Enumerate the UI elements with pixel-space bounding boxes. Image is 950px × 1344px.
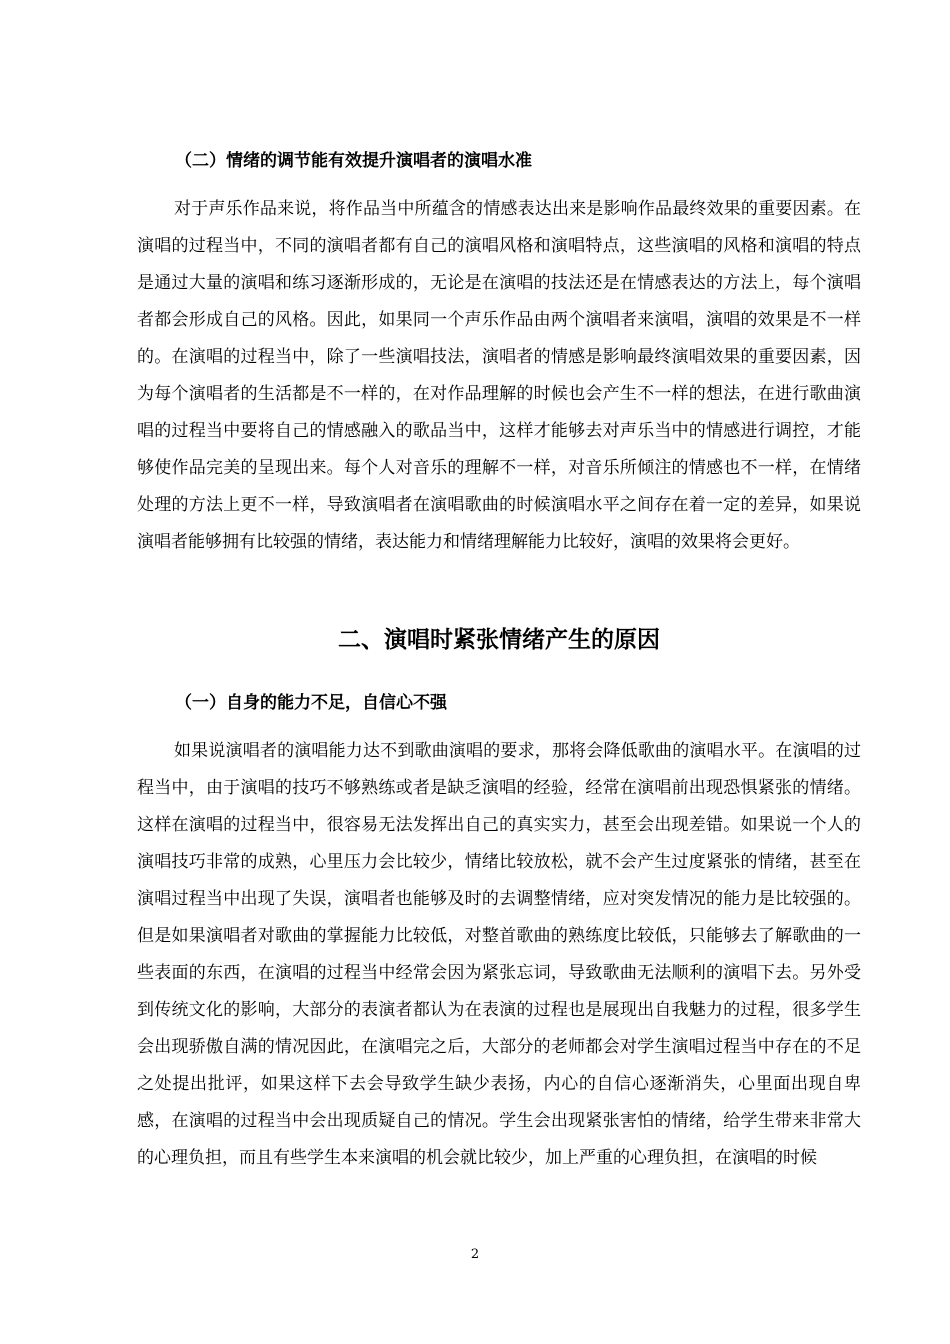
page-number: 2 <box>470 1247 480 1262</box>
paragraph-emotion-regulation: 对于声乐作品来说，将作品当中所蕴含的情感表达出来是影响作品最终效果的重要因素。在演唱的过程当中，不同的演唱者都有自己的演唱风格和演唱特点，这些演唱的风格和演唱的特点是通过大量的演唱和练习逐渐形成的，无论是在演唱的技法还是在情感表达的方法上，每个演唱者都会形成自己的风格。因此，如果同一个声乐作品由两个演唱者来演唱，演唱的效果是不一样的。在演唱的过程当中，除了一些演唱技法，演唱者的情感是影响最终演唱效果的重要因素，因为每个演唱者的生活都是不一样的，在对作品理解的时候也会产生不一样的想法，在进行歌曲演唱的过程当中要将自己的情感融入的歌品当中，这样才能够去对声乐当中的情感进行调控，才能够使作品完美的呈现出来。每个人对音乐的理解不一样，对音乐所倾注的情感也不一样，在情绪处理的方法上更不一样，导致演唱者在演唱歌曲的时候演唱水平之间存在着一定的差异，如果说演唱者能够拥有比较强的情绪，表达能力和情绪理解能力比较好，演唱的效果将会更好。 <box>137 199 861 552</box>
subheading-lack-of-ability: （一）自身的能力不足，自信心不强 <box>175 693 447 713</box>
subheading-emotion-regulation: （二）情绪的调节能有效提升演唱者的演唱水准 <box>175 151 532 171</box>
section-heading-tension-causes: 二、演唱时紧张情绪产生的原因 <box>338 627 660 653</box>
paragraph-lack-of-ability: 如果说演唱者的演唱能力达不到歌曲演唱的要求，那将会降低歌曲的演唱水平。在演唱的过程当中，由于演唱的技巧不够熟练或者是缺乏演唱的经验，经常在演唱前出现恐惧紧张的情绪。这样在演唱的过程当中，很容易无法发挥出自己的真实实力，甚至会出现差错。如果说一个人的演唱技巧非常的成熟，心里压力会比较少，情绪比较放松，就不会产生过度紧张的情绪，甚至在演唱过程当中出现了失误，演唱者也能够及时的去调整情绪，应对突发情况的能力是比较强的。但是如果演唱者对歌曲的掌握能力比较低，对整首歌曲的熟练度比较低，只能够去了解歌曲的一些表面的东西，在演唱的过程当中经常会因为紧张忘词，导致歌曲无法顺利的演唱下去。另外受到传统文化的影响，大部分的表演者都认为在表演的过程也是展现出自我魅力的过程，很多学生会出现骄傲自满的情况因此，在演唱完之后，大部分的老师都会对学生演唱过程当中存在的不足之处提出批评，如果这样下去会导致学生缺少表扬，内心的自信心逐渐消失，心里面出现自卑感，在演唱的过程当中会出现质疑自己的情况。学生会出现紧张害怕的情绪，给学生带来非常大的心理负担，而且有些学生本来演唱的机会就比较少，加上严重的心理负担，在演唱的时候 <box>137 741 861 1168</box>
